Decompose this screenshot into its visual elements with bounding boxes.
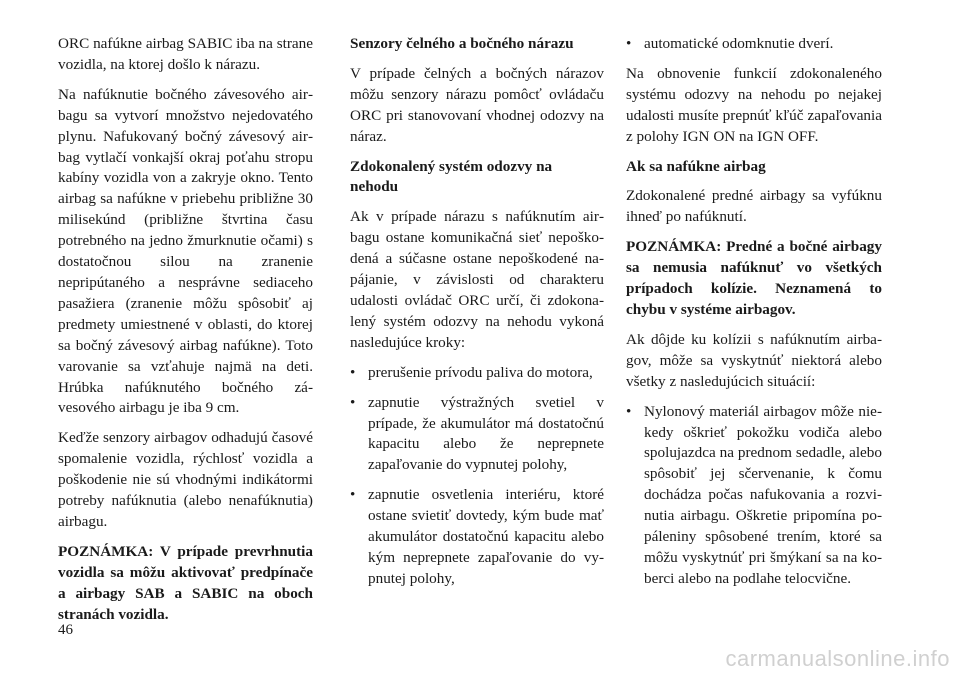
list-item: • prerušenie prívodu paliva do motora, [350,363,604,384]
bullet-list [350,363,604,590]
paragraph: Ak v prípade nárazu s nafúknutím airbagu ostane komunikačná sieť nepoškodená a súčasne ostane nepoškodené napájanie, v závislosti od charakteru udalosti ovládač ORC určí, či zdokonalený systém odozvy na nehodu vykoná nasledujúce kroky: [350,208,604,351]
column-right [626,34,882,599]
bullet-list [626,34,882,55]
page-number: 46 [58,622,73,638]
list-item: • zapnutie výstražných svetiel v prípade, že akumulátor má dostatočnú kapacitu alebo že neprepnete zapaľovanie do vypnutej polohy, [350,393,604,477]
note-paragraph: POZNÁMKA: Predné a bočné airbagy sa nemusia nafúknuť vo všetkých prípadoch kolízie. Neznamená to chybu v systéme airbagov. [626,238,882,318]
paragraph: ORC nafúkne airbag SABIC iba na strane vozidla, na ktorej došlo k nárazu. [58,35,313,73]
list-item: • Nylonový materiál airbagov môže niekedy oškrieť pokožku vodiča alebo spolujazdca na prednom sedadle, alebo spôsobiť jej sčervenanie, k čomu dochádza počas nafukovania a rozvinutia airbagu. Oškretie pripomína popáleniny spôsobené trením, ktoré sa môžu vyskytnúť pri šmýkaní sa na koberci alebo na podlahe telocvične. [626,402,882,590]
column-middle [350,34,604,599]
list-item: • automatické odomknutie dverí. [626,34,882,55]
section-heading: Zdokonalený systém odozvy na nehodu [350,157,553,196]
paragraph: Zdokonalené predné airbagy sa vyfúknu ihneď po nafúknutí. [626,187,882,226]
paragraph: Ak dôjde ku kolízii s nafúknutím airbagov, môže sa vyskytnúť niektorá alebo všetky z nasledujúcich situácií: [626,330,882,390]
paragraph: Na nafúknutie bočného závesového airbagu sa vytvorí množstvo nejedovatého plynu. Nafukovaný bočný závesový airbag vytlačí vonkajší okraj poťahu stropu kabíny vozidla von a zakryje okno. Tento airbag sa nafúkne v priebehu približne 30 milisekúnd (približne štvrtina času potrebného na jedno žmurknutie očami) s dostatočnou silou na zranenie nepripútaného a nesprávne sediaceho pasažiera (zranenie môžu spôsobiť aj predmety umiestnené v oblasti, do ktorej sa bočný závesový airbag nafúkne). Toto varovanie sa vzťahuje najmä na deti. Hrúbka nafúknutého bočného závesového airbagu je iba 9 cm. [58,85,313,417]
bullet-list [626,402,882,590]
note-paragraph: POZNÁMKA: V prípade prevrhnutia vozidla sa môžu aktivovať predpínače a airbagy SAB a SABIC na oboch stranách vozidla. [58,542,313,623]
section-heading: Ak sa nafúkne airbag [626,157,766,175]
column-left [58,34,313,634]
paragraph: Keďže senzory airbagov odhadujú časové spomalenie vozidla, rýchlosť vozidla a poškodenie nie sú vhodnými indikátormi potreby nafúknutia (alebo nenafúknutia) airbagu. [58,429,313,530]
list-item: • zapnutie osvetlenia interiéru, ktoré ostane svietiť dovtedy, kým bude mať akumulátor dostatočnú kapacitu alebo kým neprepnete zapaľovanie do vypnutej polohy, [350,485,604,590]
paragraph: Na obnovenie funkcií zdokonaleného systému odozvy na nehodu po nejakej udalosti musíte prepnúť kľúč zapaľovania z polohy IGN ON na IGN OFF. [626,64,882,145]
watermark: carmanualsonline.info [725,646,950,671]
section-heading: Senzory čelného a bočného nárazu [350,35,574,52]
paragraph: V prípade čelných a bočných nárazov môžu senzory nárazu pomôcť ovládaču ORC pri stanovovaní vhodnej odozvy na náraz. [350,64,604,145]
